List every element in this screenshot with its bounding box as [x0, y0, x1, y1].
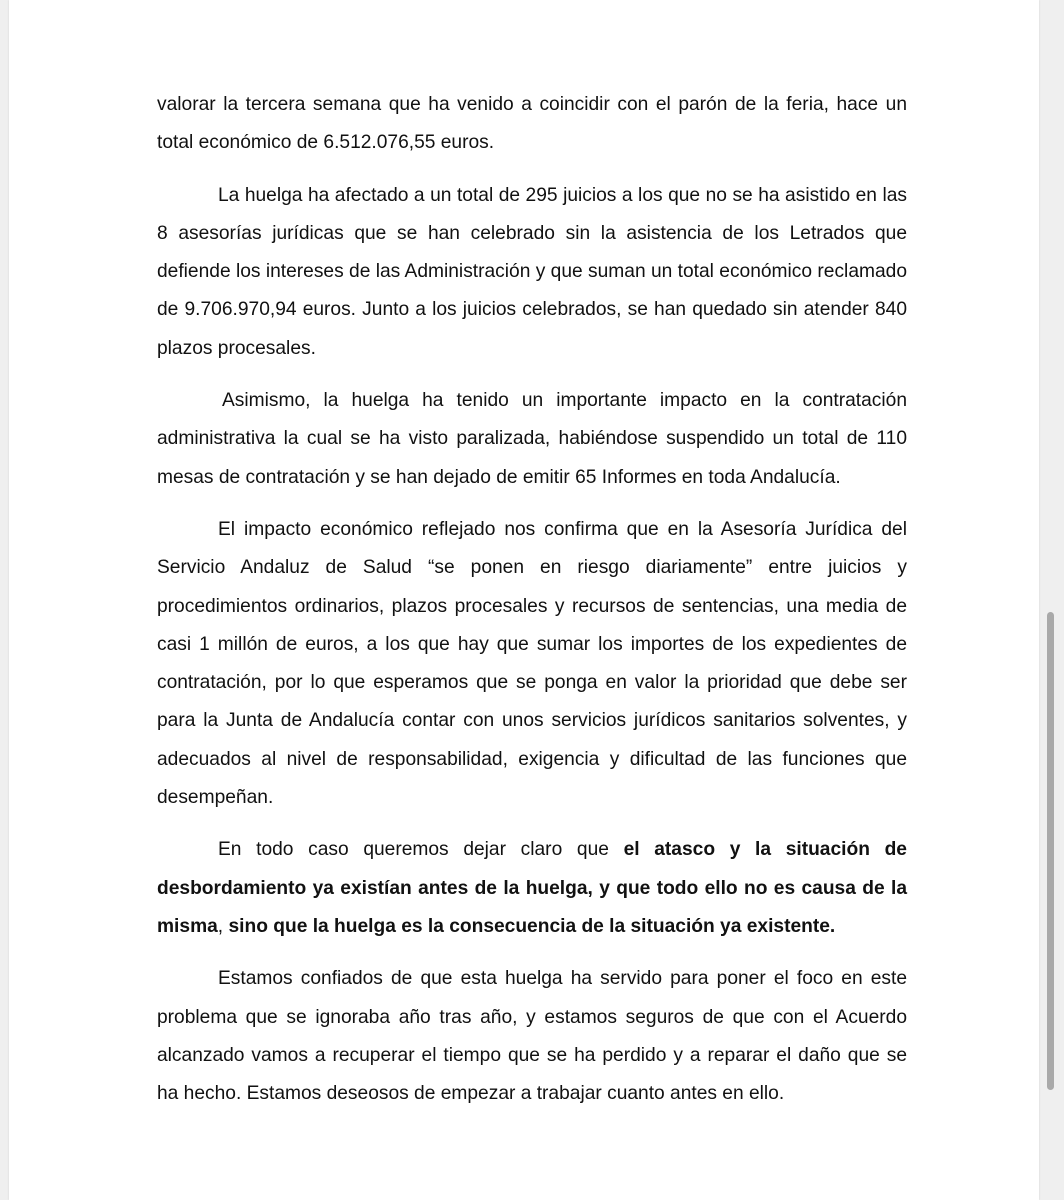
paragraph-2: La huelga ha afectado a un total de 295 juicios a los que no se ha asistido en las 8 asesorías jurídicas que se han celebrado sin la asistencia de los Letrados que defiende los intereses de las Administración y que suman un total económico reclamado de 9.706.970,94 euros. Junto a los juicios celebrados, se han quedado sin atender 840 plazos procesales.	[157, 184, 907, 359]
document-page	[9, 0, 1039, 1200]
paragraph-5-bold-statement: el atasco y la situación de desbordamiento ya existían antes de la huelga, y que todo ello no es causa de la misma	[157, 839, 907, 937]
paragraph-5	[157, 831, 907, 946]
paragraph-4: El impacto económico reflejado nos confirma que en la Asesoría Jurídica del Servicio Andaluz de Salud “se ponen en riesgo diariamente” entre juicios y procedimientos ordinarios, plazos procesales y recursos de sentencias, una media de casi 1 millón de euros, a los que hay que sumar los importes de los expedientes de contratación, por lo que esperamos que se ponga en valor la prioridad que debe ser para la Junta de Andalucía contar con unos servicios jurídicos sanitarios solventes, y adecuados al nivel de responsabilidad, exigencia y dificultad de las funciones que desempeñan.	[157, 518, 907, 809]
paragraph-3: Asimismo, la huelga ha tenido un importante impacto en la contratación administrativa la cual se ha visto paralizada, habiéndose suspendido un total de 110 mesas de contratación y se han dejado de emitir 65 Informes en toda Andalucía.	[157, 390, 907, 488]
vertical-scrollbar[interactable]	[1047, 612, 1054, 1090]
paragraph-6: Estamos confiados de que esta huelga ha servido para poner el foco en este problema que se ignoraba año tras año, y estamos seguros de que con el Acuerdo alcanzado vamos a recuperar el tiempo que se ha perdido y a reparar el daño que se ha hecho. Estamos deseosos de empezar a trabajar cuanto antes en ello.	[157, 968, 907, 1105]
document-body	[157, 86, 907, 1127]
paragraph-5-comma: ,	[217, 915, 224, 937]
paragraph-5-bold-conclusion: sino que la huelga es la consecuencia de la situación ya existente.	[228, 915, 836, 937]
paragraph-1: valorar la tercera semana que ha venido a coincidir con el parón de la feria, hace un total económico de 6.512.076,55 euros.	[157, 94, 907, 154]
paragraph-5-lead: En todo caso queremos dejar claro que	[218, 839, 624, 861]
